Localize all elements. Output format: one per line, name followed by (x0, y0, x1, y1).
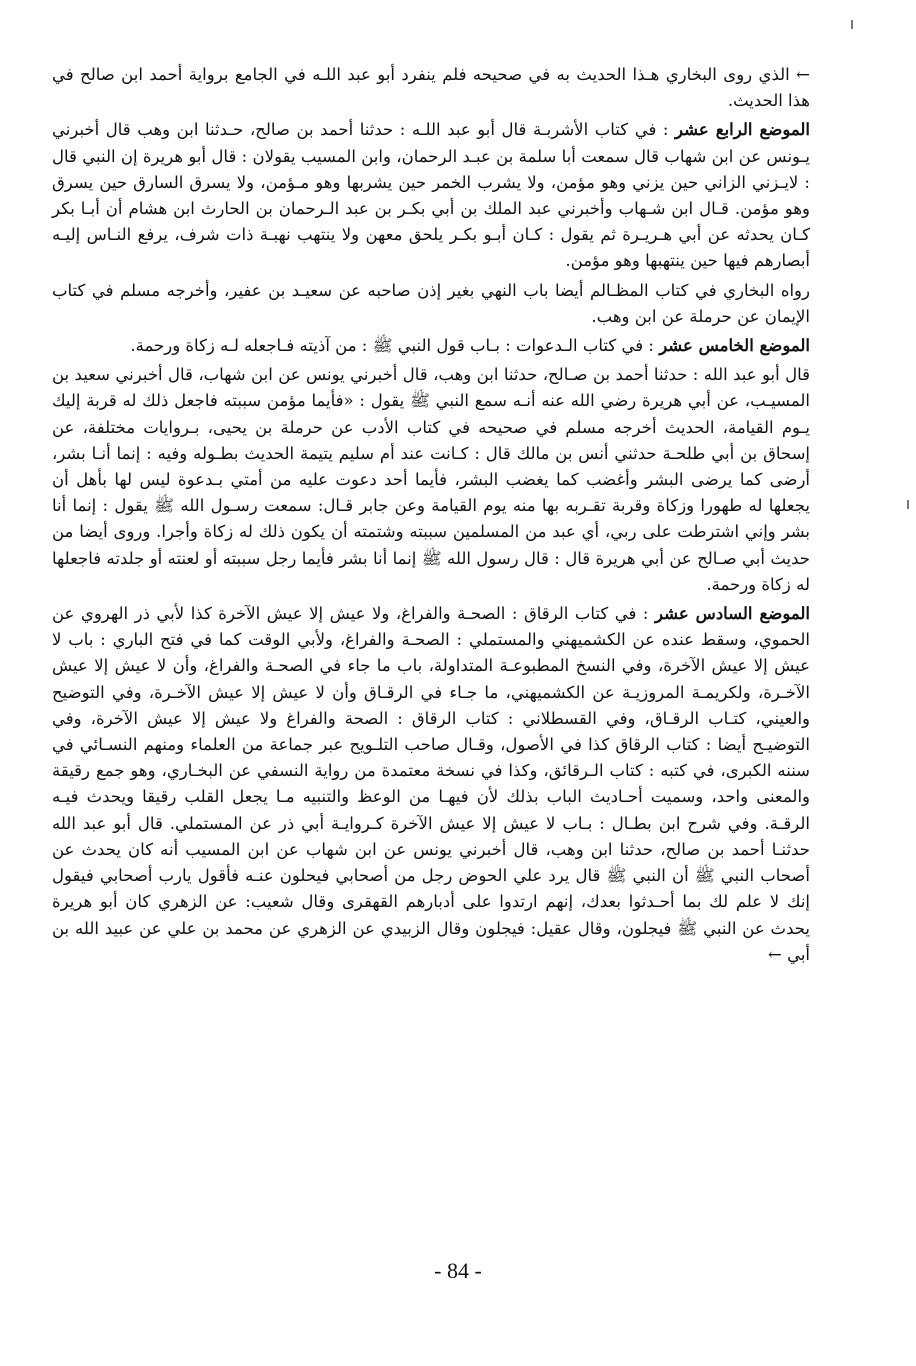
paragraph-text: ← الذي روى البخاري هـذا الحديث به في صحيحه فلم ينفرد أبو عبد اللـه في الجامع برواية أحمد ابن صالح في هذا الحديث. (52, 65, 810, 111)
scan-speck (907, 500, 909, 509)
paragraph-continuation (52, 62, 810, 114)
paragraph-text: : في كتاب الرقاق : الصحـة والفراغ، ولا عيش إلا عيش الآخرة كذا لأبي ذر الهروي عن الحموي، وسقط عنده عن الكشميهني والمستملي : الصحـة والفراغ، ولأبي الوقت كما في فتح الباري : باب لا عيش إلا عيش الآخرة، وفي النسخ المطبوعـة المتداولة، باب ما جاء في الصحـة والفراغ، وأن لا عيش إلا عيش الآخـرة، ولكريمـة المروزيـة عن الكشميهني، ما جـاء في الرقـاق وأن لا عيش إلا عيش الآخـرة، وفي التوضيح والعيني، كتـاب الرقـاق، وفي القسطلاني : كتاب الرقاق : الصحة والفراغ ولا عيش إلا عيش الآخرة، وفي التوضيـح أيضا : كتاب الرقاق كذا في الأصول، وقـال صاحب التلـويح عبر جماعة من العلماء ومنهم النسـائي في سننه الكبرى، في كتبه : كتاب الـرقائق، وكذا في نسخة معتمدة من رواية النسفي عن البخـاري، وهو جمع رقيقة والمعنى واحد، وسميت أحـاديث الباب بذلك لأن فيهـا من الوعظ والتنبيه مـا يجعل القلب رقيقا ويحدث فيـه الرقـة. وفي شرح ابن بطـال : بـاب لا عيش إلا عيش الآخرة كـروايـة أبي ذر عن المستملي. قال أبو عبد الله حدثنـا أحمد بن صالح، حدثنا ابن وهب، قال أخبرني يونس عن ابن شهاب عن ابن المسيب أنه كان يحدث عن أصحاب النبي ﷺ أن النبي ﷺ قال يرد علي الحوض رجل من أصحابي فيحلون عنـه فأقول يارب أصحابي فيقول إنك لا علم لك بما أحـدثوا بعدك، إنهم ارتدوا على أدبارهم القهقرى وقال شعيب: عن الزهري كان أبو هريرة يحدث عن النبي ﷺ فيجلون، وقال عقيل: فيجلون وقال الزبيدي عن الزهري عن محمد بن علي عن عبيد الله بن أبي ← (52, 604, 810, 964)
paragraph-text: : في كتاب الـدعوات : بـاب قول النبي ﷺ : من آذيته فـاجعله لـه زكاة ورحمة. (130, 336, 660, 356)
paragraph-section-14 (52, 117, 810, 274)
paragraph-text: : في كتاب الأشربـة قال أبو عبد اللـه : حدثنا أحمد بن صالح، حـدثنا ابن وهب قال أخبرني يـونس عن ابن شهاب قال سمعت أبا سلمة بن عبـد الرحمان، وابن المسيب يقولان : قال أبو هريرة إن النبي قال : لايـزني الزاني حين يزني وهو مؤمن، ولا يشرب الخمر حين يشربها وهو مـؤمن، ولا يسرق السارق حين يسرق وهو مؤمن. قـال ابن شـهاب وأخبرني عبد الملك بن أبي بكـر بن عبد الـرحمان بن الحارث ابن هشام أن أبـا بكر كـان يحدثه عن أبي هـريـرة ثم يقول : كـان أبـو بكـر يلحق معهن ولا ينتهب نهبـة ذات شرف، يرفع النـاس إليـه أبصارهم فيها حين ينتهبها وهو مؤمن. (52, 120, 810, 271)
page-number: - 84 - (434, 1258, 482, 1283)
paragraph-note (52, 278, 810, 330)
paragraph-hadith (52, 362, 810, 598)
paragraph-section-16 (52, 601, 810, 968)
scan-speck (851, 20, 853, 29)
paragraph-text: قال أبو عبد الله : حدثنا أحمد بن صـالح، حدثنا ابن وهب، قال أخبرني يونس عن ابن شهاب، قال أخبرني سعيد بن المسيـب، عن أبي هريرة رضي الله عنه أنـه سمع النبي ﷺ يقول : «فأيما مؤمن سببته فاجعل ذلك له قربة إليك يـوم القيامة، الحديث أخرجه مسلم في صحيحه في كتاب الأدب عن حرملة بن يحيى، بـروايات مختلفة، عن إسحاق بن أبي طلحـة حدثني أنس بن مالك قال : كـانت عند أم سليم يتيمة الحديث بطـوله وفيه : إنما أنـا بشر، أرضى كما يرضى البشر وأغضب كما يغضب البشر، فأيما أحد دعوت عليه من أمتي بـدعوة ليس لها بأهل أن يجعلها له طهورا وزكاة وقربة تقـربه بها منه يوم القيامة وعن جابر قـال: سمعت رسـول الله ﷺ يقول : إنما أنا بشر وإني اشترطت على ربي، أي عبد من المسلمين سببته وشتمته أن يكون ذلك له زكاة وأجرا. وروى أيضا من حديث أبي صـالح عن أبي هريرة قال : قال رسول الله ﷺ إنما أنا بشر فأيما رجل سببته أو لعنته أو جلدته فاجعلها له زكاة ورحمة. (52, 365, 810, 594)
section-heading: الموضع الخامس عشر (659, 336, 810, 356)
section-heading: الموضع الرابع عشر (675, 120, 810, 140)
paragraph-text: رواه البخاري في كتاب المظـالم أيضا باب النهي بغير إذن صاحبه عن سعيـد بن عفير، وأخرجه مسلم في كتاب الإيمان عن حرملة عن ابن وهب. (52, 280, 810, 326)
section-heading: الموضع السادس عشر (655, 604, 810, 624)
paragraph-section-15 (52, 333, 810, 359)
body-text (52, 62, 810, 968)
